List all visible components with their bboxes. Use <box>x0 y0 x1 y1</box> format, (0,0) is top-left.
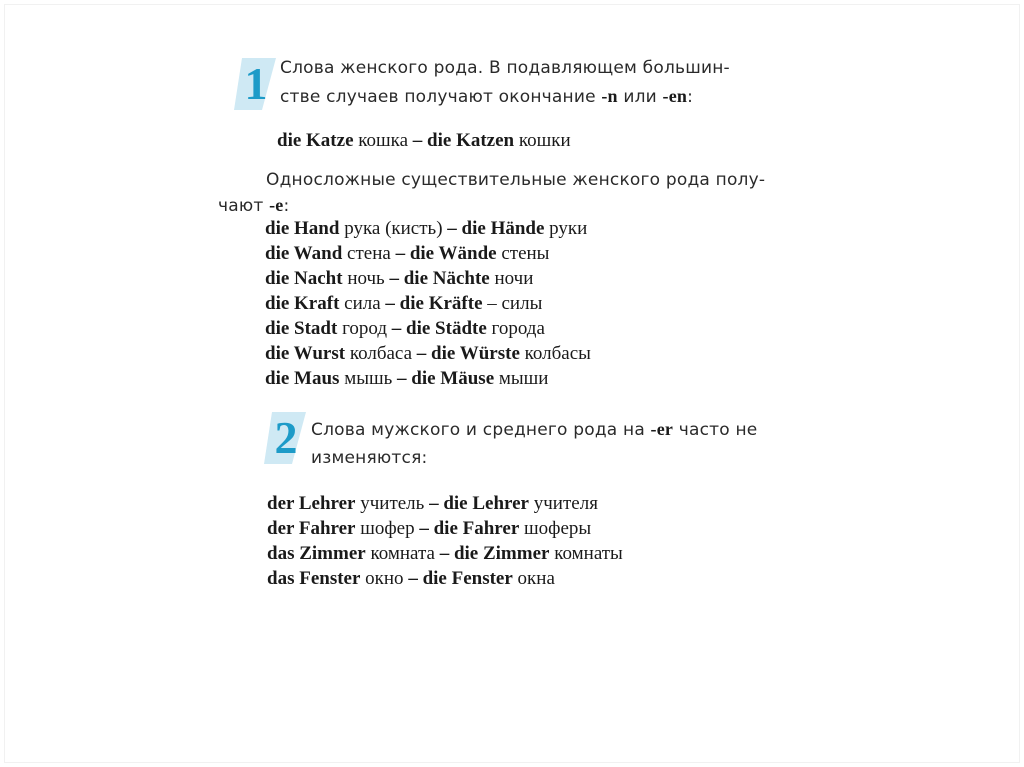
german-singular: die Wand <box>265 243 343 264</box>
german-singular: das Zimmer <box>267 543 366 564</box>
german-plural: die Wände <box>409 243 497 264</box>
dash: – <box>397 368 407 389</box>
section-1-heading-line1: Слова женского рода. В подавляющем большин- <box>280 58 730 78</box>
dash: – <box>447 218 457 239</box>
section-2-number-badge <box>264 410 308 466</box>
dash: – <box>439 543 450 564</box>
example-row <box>265 216 591 241</box>
example-row <box>267 566 623 591</box>
russian-plural: комнаты <box>554 543 623 564</box>
german-plural: die Lehrer <box>443 493 529 514</box>
russian-singular: комната <box>370 543 435 564</box>
russian-plural: мыши <box>498 368 549 389</box>
section-2-heading-line2: изменяются: <box>311 448 428 468</box>
suffix-n: -n <box>601 86 618 106</box>
section-1-main-example <box>277 128 571 153</box>
section-1-heading <box>280 54 760 111</box>
russian-plural: окна <box>517 568 555 589</box>
section-1-number: 1 <box>244 58 268 109</box>
note-text: чают <box>218 196 270 216</box>
example-row <box>277 128 571 153</box>
dash: – <box>389 268 399 289</box>
german-plural: die Mäuse <box>411 368 495 389</box>
note-text: Односложные существительные женского рода полу- <box>266 170 766 190</box>
german-singular: die Katze <box>277 130 354 151</box>
section-1-note <box>218 168 778 219</box>
russian-plural: стены <box>501 243 550 264</box>
example-row <box>267 541 623 566</box>
suffix-e: -e <box>269 195 284 215</box>
german-plural: die Städte <box>406 318 487 339</box>
heading-text-part: : <box>687 87 694 107</box>
german-plural: die Hände <box>461 218 545 239</box>
example-row <box>265 341 591 366</box>
suffix-en: -en <box>662 86 688 106</box>
section-1-number-badge <box>234 56 278 112</box>
russian-singular: стена <box>347 243 391 264</box>
dash: – <box>412 130 423 151</box>
heading-text-part: Слова мужского и среднего рода на <box>311 420 651 440</box>
section-1-heading-line2 <box>280 82 760 111</box>
heading-text-part: стве случаев получают окончание <box>280 87 602 107</box>
section-2-number: 2 <box>274 412 298 463</box>
russian-singular: город <box>342 318 388 339</box>
section-2-heading <box>311 415 791 472</box>
dash: – <box>429 493 439 514</box>
russian-singular: мышь <box>344 368 393 389</box>
russian-plural: кошки <box>518 130 571 151</box>
german-singular: der Fahrer <box>267 518 356 539</box>
german-plural: die Katzen <box>427 130 515 151</box>
russian-plural: – силы <box>487 293 543 314</box>
german-singular: der Lehrer <box>267 493 356 514</box>
german-plural: die Zimmer <box>453 543 550 564</box>
russian-plural: шоферы <box>524 518 592 539</box>
heading-text-part: или <box>617 87 663 107</box>
dash: – <box>416 343 427 364</box>
german-plural: die Nächte <box>403 268 490 289</box>
russian-singular: сила <box>344 293 381 314</box>
dash: – <box>419 518 429 539</box>
german-singular: die Hand <box>265 218 340 239</box>
russian-singular: колбаса <box>349 343 413 364</box>
suffix-er: -er <box>650 419 674 439</box>
russian-singular: ночь <box>347 268 385 289</box>
example-row <box>265 316 591 341</box>
dash: – <box>391 318 402 339</box>
german-singular: die Wurst <box>265 343 346 364</box>
example-row <box>265 366 591 391</box>
russian-plural: города <box>491 318 545 339</box>
russian-plural: руки <box>549 218 588 239</box>
german-plural: die Würste <box>431 343 520 364</box>
dash: – <box>408 568 418 589</box>
example-row <box>267 516 623 541</box>
example-row <box>267 491 623 516</box>
russian-singular: шофер <box>360 518 415 539</box>
dash: – <box>385 293 395 314</box>
russian-plural: колбасы <box>524 343 591 364</box>
heading-text-part: часто не <box>673 420 758 440</box>
section-1-note-line1 <box>218 168 778 193</box>
note-text: : <box>283 196 290 216</box>
example-row <box>265 241 591 266</box>
german-singular: die Stadt <box>265 318 338 339</box>
example-row <box>265 266 591 291</box>
russian-singular: учитель <box>360 493 425 514</box>
section-2-example-list <box>267 491 623 591</box>
russian-singular: рука (кисть) <box>344 218 443 239</box>
russian-plural: учителя <box>533 493 598 514</box>
german-plural: die Fenster <box>422 568 513 589</box>
german-singular: die Maus <box>265 368 340 389</box>
german-singular: die Kraft <box>265 293 340 314</box>
german-singular: die Nacht <box>265 268 343 289</box>
russian-singular: окно <box>365 568 404 589</box>
russian-plural: ночи <box>494 268 534 289</box>
example-row <box>265 291 591 316</box>
german-plural: die Kräfte <box>399 293 483 314</box>
german-plural: die Fahrer <box>433 518 520 539</box>
section-2-heading-line1 <box>311 415 791 444</box>
section-1-example-list <box>265 216 591 391</box>
dash: – <box>395 243 406 264</box>
russian-singular: кошка <box>358 130 409 151</box>
german-singular: das Fenster <box>267 568 361 589</box>
